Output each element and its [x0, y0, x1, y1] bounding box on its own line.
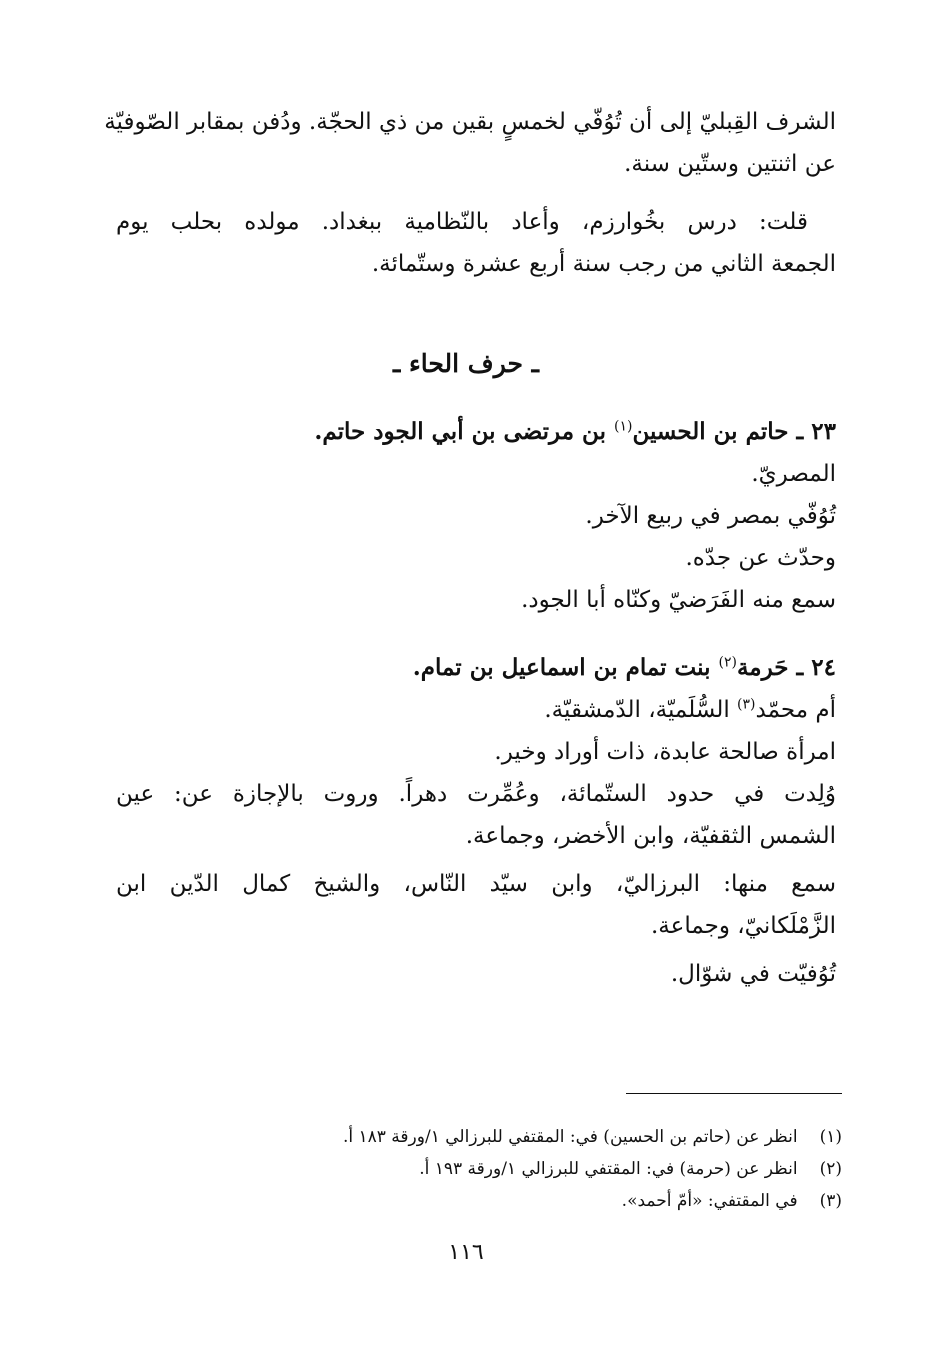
footnote-text: انظر عن (حاتم بن الحسين) في: المقتفي للبرزالي ١/ورقة ١٨٣ أ.: [342, 1127, 798, 1147]
entry-line: المصريّ.: [751, 461, 836, 487]
entry-line: وُلِدت في حدود الستّمائة، وعُمِّرت دهراً. وروت بالإجازة عن: عين: [116, 781, 836, 807]
footnote-number: (٢): [819, 1159, 842, 1179]
entry-line: [544, 692, 836, 728]
paragraph-line: قلت: درس بخُوارزم، وأعاد بالنّظامية ببغداد. مولده بحلب يوم: [116, 209, 808, 235]
entry-line: الزَّمْلَكانيّ، وجماعة.: [650, 913, 836, 939]
footnote-number: (١): [819, 1127, 842, 1147]
paragraph-line: عن اثنتين وستّين سنة.: [624, 151, 836, 177]
footnote-reference: (٢): [718, 654, 737, 671]
entry-title-rest: بنت تمام بن اسماعيل بن تمام.: [412, 654, 719, 681]
footnote-divider: [626, 1093, 842, 1094]
footnote-text: انظر عن (حرمة) في: المقتفي للبرزالي ١/ورقة ١٩٣ أ.: [419, 1159, 798, 1179]
page-number: ١١٦: [448, 1240, 484, 1265]
entry-heading: [314, 414, 836, 450]
entry-line: وحدّث عن جدّه.: [685, 545, 836, 571]
entry-line: تُوُفّي بمصر في ربيع الآخر.: [585, 503, 836, 529]
entry-line: تُوُفيّت في شوّال.: [670, 961, 836, 987]
entry-line: سمع منه الفَرَضيّ وكنّاه أبا الجود.: [521, 587, 836, 613]
section-heading: ـ حرف الحاء ـ: [393, 349, 539, 378]
entry-line: امرأة صالحة عابدة، ذات أوراد وخير.: [494, 739, 836, 765]
paragraph-line: الشرف القِبليّ إلى أن تُوُفّي لخمسٍ بقين من ذي الحجّة. ودُفن بمقابر الصّوفيّة: [104, 109, 836, 135]
entry-line: الشمس الثقفيّة، وابن الأخضر، وجماعة.: [465, 823, 836, 849]
footnote: [419, 1156, 842, 1182]
paragraph-line: الجمعة الثاني من رجب سنة أربع عشرة وستّمائة.: [371, 251, 836, 277]
footnote-number: (٣): [819, 1191, 842, 1211]
entry-text: السُّلَميّة، الدّمشقيّة.: [544, 697, 738, 723]
entry-title: ٢٤ ـ حَرمة: [736, 654, 836, 681]
entry-title: ٢٣ ـ حاتم بن الحسين: [632, 418, 836, 445]
entry-title-rest: بن مرتضى بن أبي الجود حاتم.: [314, 418, 614, 445]
footnote: [622, 1188, 842, 1214]
footnote-text: في المقتفي: «أمّ أحمد».: [621, 1191, 798, 1211]
entry-text: أم محمّد: [755, 697, 836, 723]
footnote-reference: (١): [613, 418, 633, 435]
entry-heading: [413, 650, 836, 686]
footnote-reference: (٣): [737, 696, 756, 713]
footnote: [343, 1124, 842, 1150]
entry-line: سمع منها: البرزاليّ، وابن سيّد النّاس، والشيخ كمال الدّين ابن: [116, 871, 836, 897]
